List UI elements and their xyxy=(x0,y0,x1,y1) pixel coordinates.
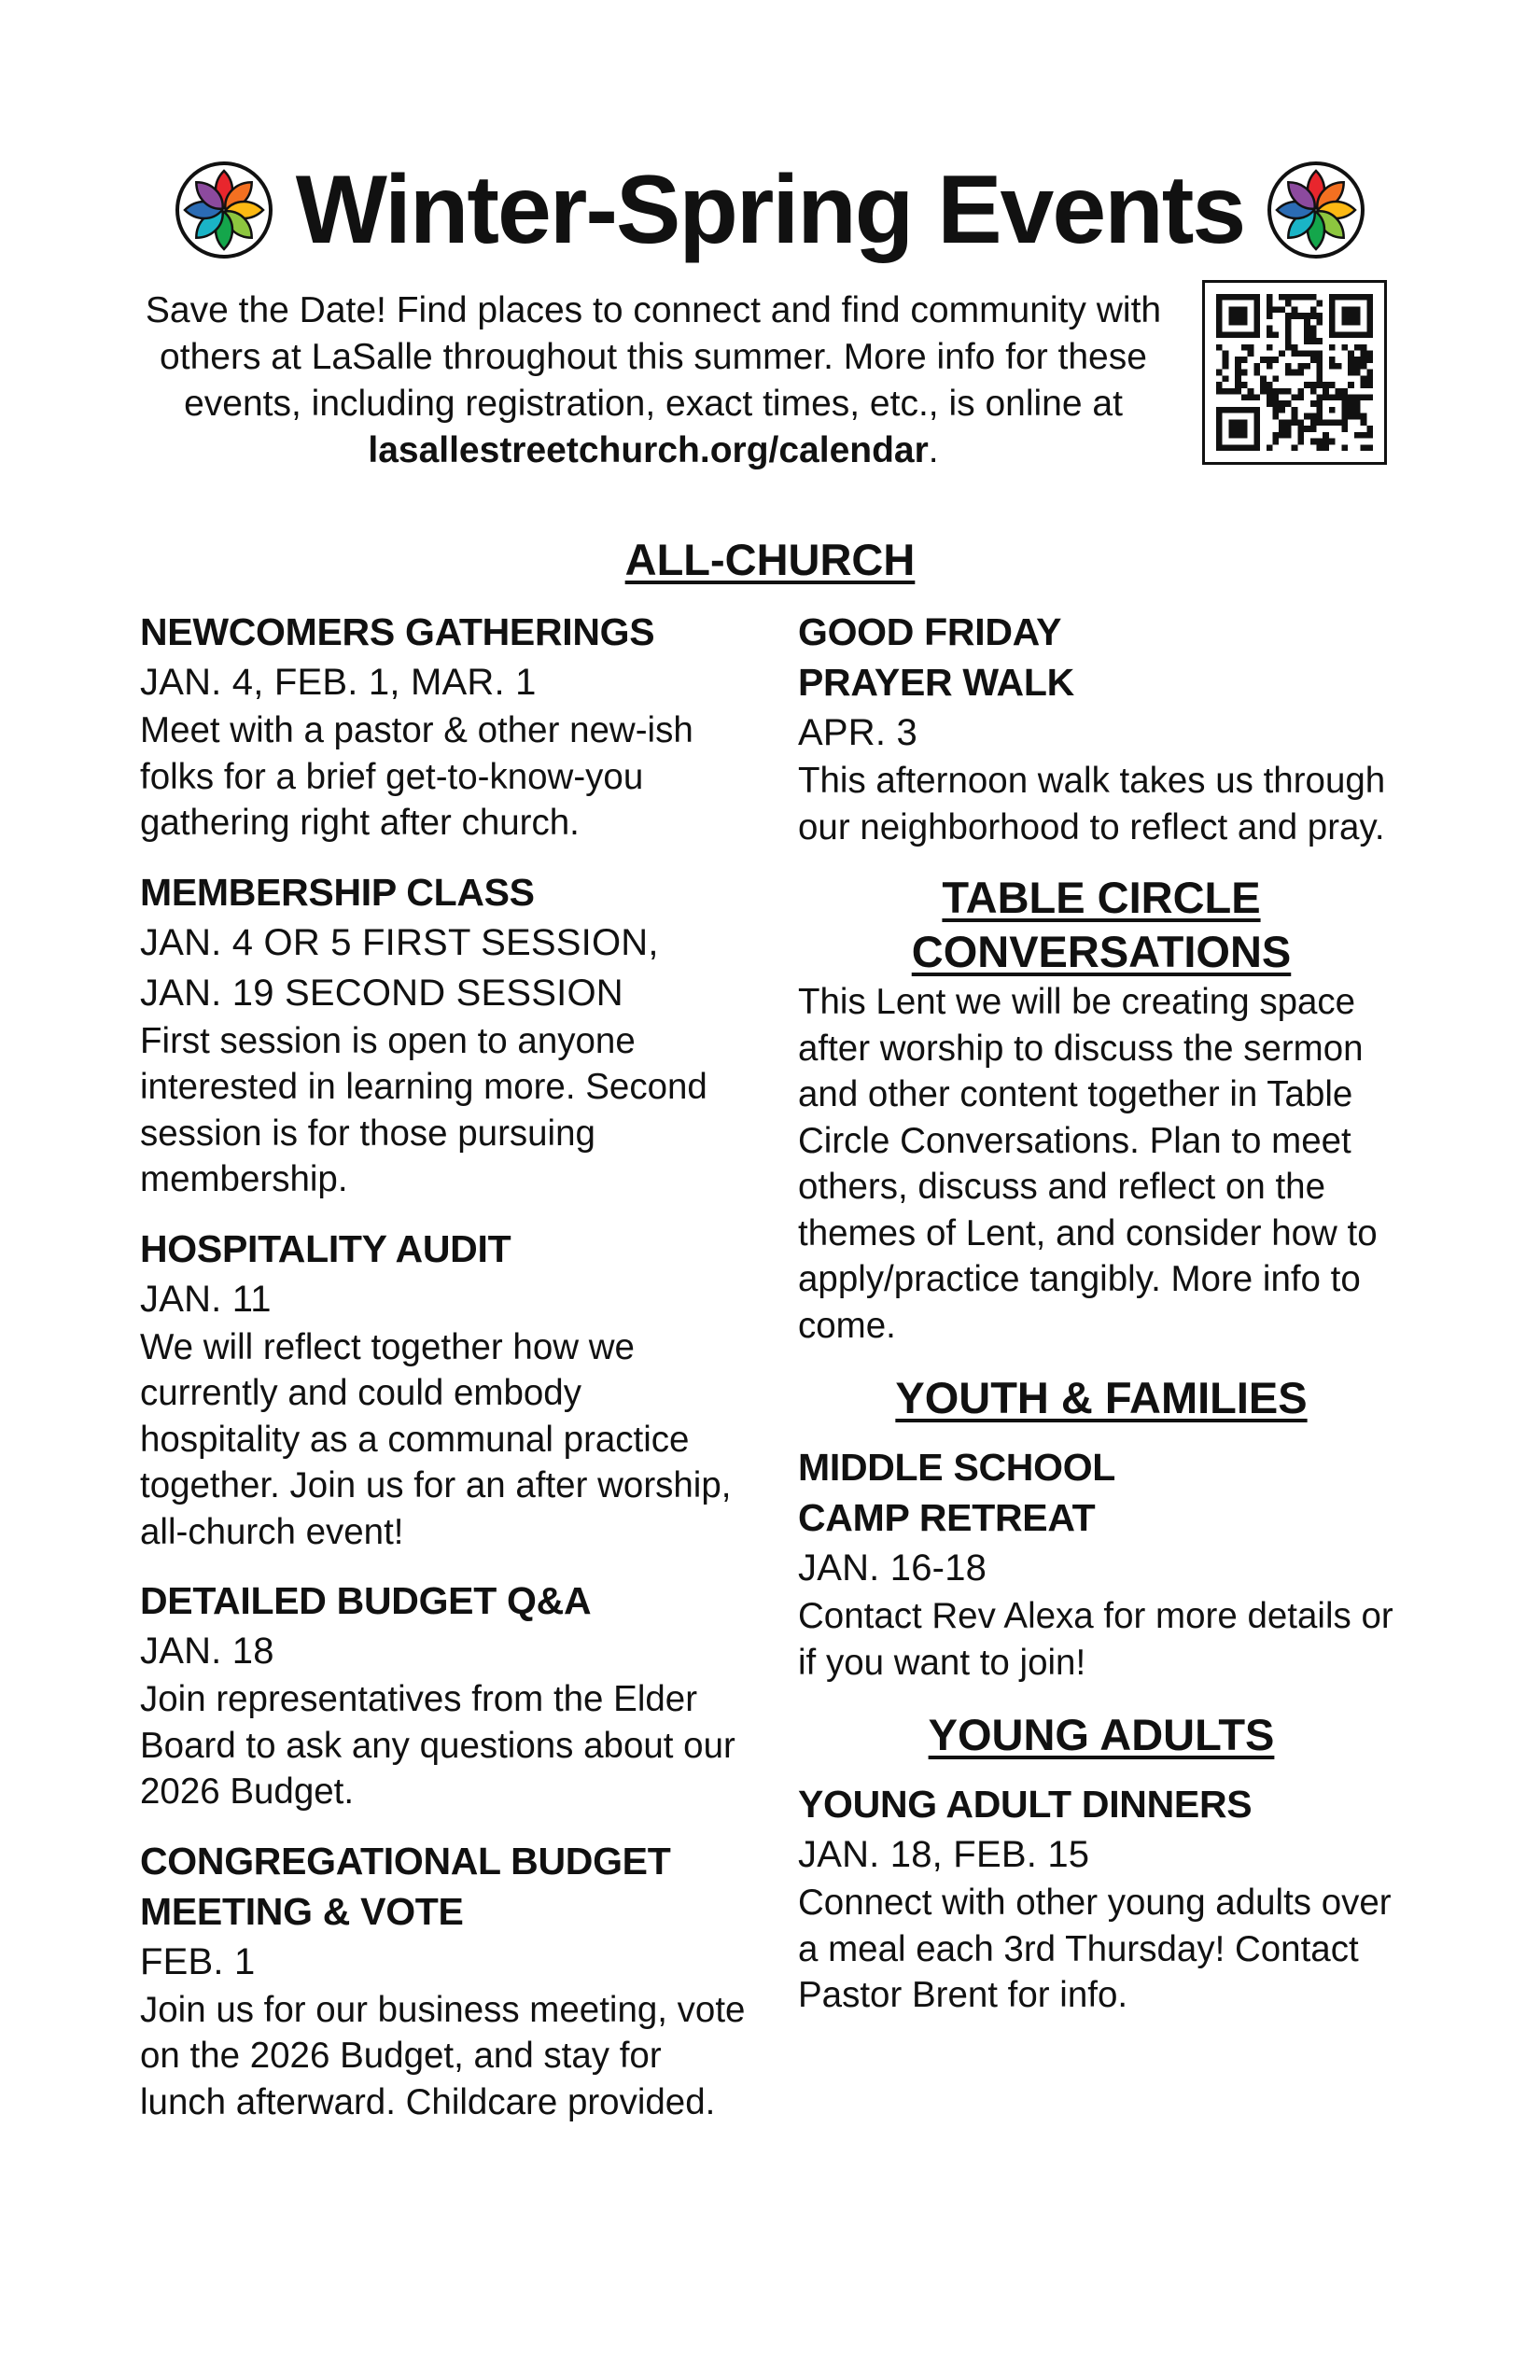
qr-module xyxy=(1267,395,1273,401)
qr-module xyxy=(1304,319,1310,326)
event-description: This afternoon walk takes us through our neighborhood to reflect and pray. xyxy=(798,761,1386,847)
qr-module xyxy=(1216,344,1223,351)
event-title: YOUNG ADULT DINNERS xyxy=(798,1783,1253,1826)
qr-module xyxy=(1223,357,1229,363)
event-title: NEWCOMERS GATHERINGS xyxy=(140,610,655,653)
qr-module xyxy=(1310,400,1317,407)
qr-module xyxy=(1354,395,1361,401)
qr-module xyxy=(1235,382,1241,388)
qr-module xyxy=(1361,413,1367,420)
qr-module xyxy=(1310,306,1317,313)
qr-module xyxy=(1216,370,1223,376)
qr-module xyxy=(1354,400,1361,407)
qr-module xyxy=(1267,400,1273,407)
qr-module xyxy=(1253,363,1260,370)
qr-module xyxy=(1292,306,1298,313)
qr-code-graphic xyxy=(1216,294,1373,451)
qr-module xyxy=(1285,326,1292,332)
qr-module xyxy=(1361,395,1367,401)
intro-end: . xyxy=(928,430,939,470)
qr-module xyxy=(1279,432,1285,439)
qr-module xyxy=(1366,357,1373,363)
section-young-adults: YOUNG ADULTS xyxy=(928,1710,1275,1759)
event-description: Contact Rev Alexa for more details or if you want to join! xyxy=(798,1596,1393,1683)
qr-module xyxy=(1348,357,1354,363)
event-title: MIDDLE SCHOOL CAMP RETREAT xyxy=(798,1446,1115,1539)
event-membership-class xyxy=(140,867,747,1203)
qr-module xyxy=(1304,313,1310,319)
qr-module xyxy=(1310,439,1317,445)
qr-module xyxy=(1361,350,1367,357)
qr-module xyxy=(1279,419,1285,426)
qr-module xyxy=(1267,363,1273,370)
qr-module xyxy=(1348,363,1354,370)
qr-module xyxy=(1297,395,1304,401)
qr-module xyxy=(1228,419,1247,438)
qr-module xyxy=(1297,294,1304,301)
qr-module xyxy=(1304,331,1310,338)
qr-module xyxy=(1323,382,1329,388)
qr-module xyxy=(1272,388,1279,395)
event-date: JAN. 11 xyxy=(140,1278,272,1320)
qr-module xyxy=(1329,407,1336,413)
event-budget-qa xyxy=(140,1575,747,1815)
qr-module xyxy=(1260,388,1267,395)
qr-module xyxy=(1354,370,1361,376)
qr-module xyxy=(1235,370,1241,376)
qr-module xyxy=(1297,350,1304,357)
qr-module xyxy=(1241,382,1248,388)
qr-module xyxy=(1267,344,1273,351)
qr-module xyxy=(1279,350,1285,357)
qr-module xyxy=(1292,294,1298,301)
qr-module xyxy=(1329,382,1336,388)
qr-module xyxy=(1267,306,1273,313)
qr-module xyxy=(1267,331,1273,338)
qr-module xyxy=(1297,388,1304,395)
qr-module xyxy=(1279,400,1285,407)
qr-module xyxy=(1241,357,1248,363)
event-title: HOSPITALITY AUDIT xyxy=(140,1226,511,1270)
qr-module xyxy=(1279,407,1285,413)
qr-module xyxy=(1248,344,1254,351)
qr-module xyxy=(1272,432,1279,439)
qr-module xyxy=(1317,370,1323,376)
qr-module xyxy=(1292,313,1298,319)
qr-module xyxy=(1310,357,1317,363)
qr-module xyxy=(1354,344,1361,351)
qr-module xyxy=(1354,357,1361,363)
left-column xyxy=(140,607,747,2146)
qr-module xyxy=(1223,350,1229,357)
qr-module xyxy=(1285,338,1292,344)
calendar-link[interactable]: lasallestreetchurch.org/calendar xyxy=(368,430,929,470)
qr-module xyxy=(1285,419,1292,426)
qr-module xyxy=(1348,400,1354,407)
qr-module xyxy=(1348,407,1354,413)
section-youth-families: YOUTH & FAMILIES xyxy=(895,1373,1308,1422)
qr-module xyxy=(1272,357,1279,363)
qr-module xyxy=(1317,375,1323,382)
qr-module xyxy=(1304,326,1310,332)
qr-module xyxy=(1292,444,1298,451)
event-description: Meet with a pastor & other new-ish folks for a brief get-to-know-you gathering right after church. xyxy=(140,710,693,843)
qr-module xyxy=(1348,413,1354,420)
qr-module xyxy=(1279,306,1285,313)
event-description: We will reflect together how we currently and could embody hospitality as a communal practice together. Join us for an after worship, all-church event! xyxy=(140,1326,732,1552)
qr-module xyxy=(1235,388,1241,395)
qr-module xyxy=(1366,370,1373,376)
qr-module xyxy=(1267,357,1273,363)
qr-code-icon[interactable] xyxy=(1202,280,1387,465)
qr-module xyxy=(1285,388,1292,395)
qr-module xyxy=(1329,344,1336,351)
qr-module xyxy=(1317,338,1323,344)
qr-module xyxy=(1285,294,1292,301)
qr-module xyxy=(1248,395,1254,401)
qr-module xyxy=(1323,439,1329,445)
event-good-friday xyxy=(798,607,1405,850)
qr-module xyxy=(1241,395,1248,401)
qr-module xyxy=(1310,331,1317,338)
qr-module xyxy=(1310,294,1317,301)
qr-module xyxy=(1260,357,1267,363)
qr-module xyxy=(1267,326,1273,332)
event-date: JAN. 16-18 xyxy=(798,1547,987,1589)
qr-module xyxy=(1285,426,1292,432)
qr-module xyxy=(1361,382,1367,388)
qr-module xyxy=(1354,407,1361,413)
flower-logo-icon xyxy=(173,159,275,261)
qr-module xyxy=(1297,313,1304,319)
qr-module xyxy=(1361,375,1367,382)
qr-module xyxy=(1310,413,1317,420)
qr-module xyxy=(1285,432,1292,439)
event-title: MEMBERSHIP CLASS xyxy=(140,870,535,914)
qr-module xyxy=(1285,400,1292,407)
qr-module xyxy=(1310,326,1317,332)
qr-module xyxy=(1272,400,1279,407)
qr-module xyxy=(1361,432,1367,439)
qr-module xyxy=(1361,363,1367,370)
qr-module xyxy=(1235,357,1241,363)
right-column xyxy=(798,607,1405,2039)
section-all-church: ALL-CHURCH xyxy=(624,535,916,584)
qr-module xyxy=(1323,388,1329,395)
event-description: Connect with other young adults over a meal each 3rd Thursday! Contact Pastor Brent for info. xyxy=(798,1883,1392,2015)
qr-module xyxy=(1366,395,1373,401)
event-date: FEB. 1 xyxy=(140,1940,256,1982)
qr-module xyxy=(1297,439,1304,445)
qr-module xyxy=(1279,426,1285,432)
qr-module xyxy=(1248,388,1254,395)
event-date: JAN. 18 xyxy=(140,1631,274,1672)
qr-module xyxy=(1292,350,1298,357)
qr-module xyxy=(1366,444,1373,451)
qr-module xyxy=(1272,407,1279,413)
qr-module xyxy=(1297,363,1304,370)
event-description: Join representatives from the Elder Board to ask any questions about our 2026 Budget. xyxy=(140,1679,735,1812)
qr-module xyxy=(1267,388,1273,395)
qr-module xyxy=(1285,344,1292,351)
qr-module xyxy=(1336,388,1342,395)
qr-module xyxy=(1366,375,1373,382)
qr-module xyxy=(1304,294,1310,301)
event-newcomers xyxy=(140,607,747,847)
qr-module xyxy=(1272,395,1279,401)
qr-module xyxy=(1248,350,1254,357)
qr-module xyxy=(1260,382,1267,388)
qr-module xyxy=(1354,432,1361,439)
qr-module xyxy=(1297,370,1304,376)
event-table-circle xyxy=(798,979,1405,1349)
qr-module xyxy=(1348,350,1354,357)
qr-module xyxy=(1292,370,1298,376)
qr-module xyxy=(1361,344,1367,351)
qr-module xyxy=(1304,413,1310,420)
qr-module xyxy=(1310,426,1317,432)
qr-module xyxy=(1348,382,1354,388)
qr-module xyxy=(1366,426,1373,432)
qr-module xyxy=(1304,338,1310,344)
qr-module xyxy=(1348,370,1354,376)
qr-module xyxy=(1292,395,1298,401)
qr-module xyxy=(1292,344,1298,351)
qr-module xyxy=(1304,363,1310,370)
event-date: JAN. 4 OR 5 FIRST SESSION, JAN. 19 SECOND SESSION xyxy=(140,921,659,1014)
qr-module xyxy=(1272,439,1279,445)
qr-module xyxy=(1292,413,1298,420)
qr-module xyxy=(1341,444,1348,451)
qr-module xyxy=(1235,363,1241,370)
qr-module xyxy=(1317,301,1323,307)
qr-module xyxy=(1341,306,1360,325)
qr-module xyxy=(1267,301,1273,307)
qr-module xyxy=(1267,313,1273,319)
qr-module xyxy=(1285,313,1292,319)
qr-module xyxy=(1361,444,1367,451)
qr-module xyxy=(1279,294,1285,301)
event-description: Join us for our business meeting, vote on the 2026 Budget, and stay for lunch afterward. Childcare provided. xyxy=(140,1989,746,2122)
qr-module xyxy=(1285,363,1292,370)
qr-module xyxy=(1354,413,1361,420)
intro-text: Save the Date! Find places to connect and find community with others at LaSalle throughout this summer. More info for these events, including registration, exact times, etc., is online at xyxy=(145,290,1162,424)
qr-module xyxy=(1304,382,1310,388)
event-budget-vote xyxy=(140,1836,747,2126)
qr-module xyxy=(1361,357,1367,363)
event-description: This Lent we will be creating space after worship to discuss the sermon and other content together in Table Circle Conversations. Plan to meet others, discuss and reflect on the themes of Lent, and consider how to apply/practice tangibly. More info to come. xyxy=(798,982,1378,1346)
qr-module xyxy=(1336,363,1342,370)
event-date: JAN. 4, FEB. 1, MAR. 1 xyxy=(140,662,537,703)
qr-module xyxy=(1341,426,1348,432)
qr-module xyxy=(1241,344,1248,351)
event-title: CONGREGATIONAL BUDGET MEETING & VOTE xyxy=(140,1839,671,1933)
qr-module xyxy=(1329,439,1336,445)
qr-module xyxy=(1366,350,1373,357)
qr-module xyxy=(1329,363,1336,370)
qr-module xyxy=(1285,331,1292,338)
qr-module xyxy=(1323,432,1329,439)
qr-module xyxy=(1310,382,1317,388)
qr-module xyxy=(1267,444,1273,451)
qr-module xyxy=(1285,319,1292,326)
qr-module xyxy=(1361,419,1367,426)
qr-module xyxy=(1317,357,1323,363)
qr-module xyxy=(1223,388,1229,395)
qr-module xyxy=(1241,370,1248,376)
qr-module xyxy=(1317,439,1323,445)
qr-module xyxy=(1267,294,1273,301)
qr-module xyxy=(1304,426,1310,432)
qr-module xyxy=(1366,382,1373,388)
qr-module xyxy=(1228,388,1235,395)
qr-module xyxy=(1297,426,1304,432)
qr-module xyxy=(1228,306,1247,325)
event-title: GOOD FRIDAY PRAYER WALK xyxy=(798,610,1074,704)
event-description: First session is open to anyone interested in learning more. Second session is for those pursuing membership. xyxy=(140,1020,707,1199)
qr-module xyxy=(1341,388,1348,395)
qr-module xyxy=(1329,357,1336,363)
qr-module xyxy=(1310,338,1317,344)
qr-module xyxy=(1285,370,1292,376)
qr-module xyxy=(1292,419,1298,426)
qr-module xyxy=(1310,419,1317,426)
qr-module xyxy=(1297,419,1304,426)
qr-module xyxy=(1292,407,1298,413)
qr-module xyxy=(1317,363,1323,370)
section-table-circle: TABLE CIRCLE CONVERSATIONS xyxy=(911,873,1292,976)
qr-module xyxy=(1317,319,1323,326)
qr-module xyxy=(1272,413,1279,420)
qr-module xyxy=(1223,363,1229,370)
qr-module xyxy=(1348,395,1354,401)
qr-module xyxy=(1304,350,1310,357)
qr-module xyxy=(1216,382,1223,388)
qr-module xyxy=(1310,350,1317,357)
title-row xyxy=(0,140,1540,280)
qr-module xyxy=(1310,313,1317,319)
qr-module xyxy=(1341,344,1348,351)
qr-module xyxy=(1235,375,1241,382)
qr-module xyxy=(1272,331,1279,338)
qr-module xyxy=(1253,370,1260,376)
qr-module xyxy=(1354,363,1361,370)
qr-module xyxy=(1323,444,1329,451)
qr-module xyxy=(1317,350,1323,357)
qr-module xyxy=(1317,444,1323,451)
event-title: DETAILED BUDGET Q&A xyxy=(140,1579,592,1622)
event-middle-school xyxy=(798,1442,1405,1686)
qr-module xyxy=(1310,388,1317,395)
page-title: Winter-Spring Events xyxy=(295,156,1245,264)
qr-module xyxy=(1216,388,1223,395)
flower-logo-icon xyxy=(1265,159,1367,261)
qr-module xyxy=(1297,432,1304,439)
qr-module xyxy=(1272,306,1279,313)
qr-module xyxy=(1260,375,1267,382)
qr-module xyxy=(1317,313,1323,319)
event-young-adult-dinners xyxy=(798,1779,1405,2019)
event-hospitality-audit xyxy=(140,1224,747,1556)
intro-paragraph xyxy=(140,287,1167,474)
qr-module xyxy=(1272,375,1279,382)
qr-module xyxy=(1267,382,1273,388)
qr-module xyxy=(1317,382,1323,388)
qr-module xyxy=(1223,375,1229,382)
qr-module xyxy=(1285,301,1292,307)
qr-module xyxy=(1279,388,1285,395)
event-date: JAN. 18, FEB. 15 xyxy=(798,1834,1090,1875)
qr-module xyxy=(1366,432,1373,439)
qr-module xyxy=(1253,395,1260,401)
event-date: APR. 3 xyxy=(798,712,917,753)
